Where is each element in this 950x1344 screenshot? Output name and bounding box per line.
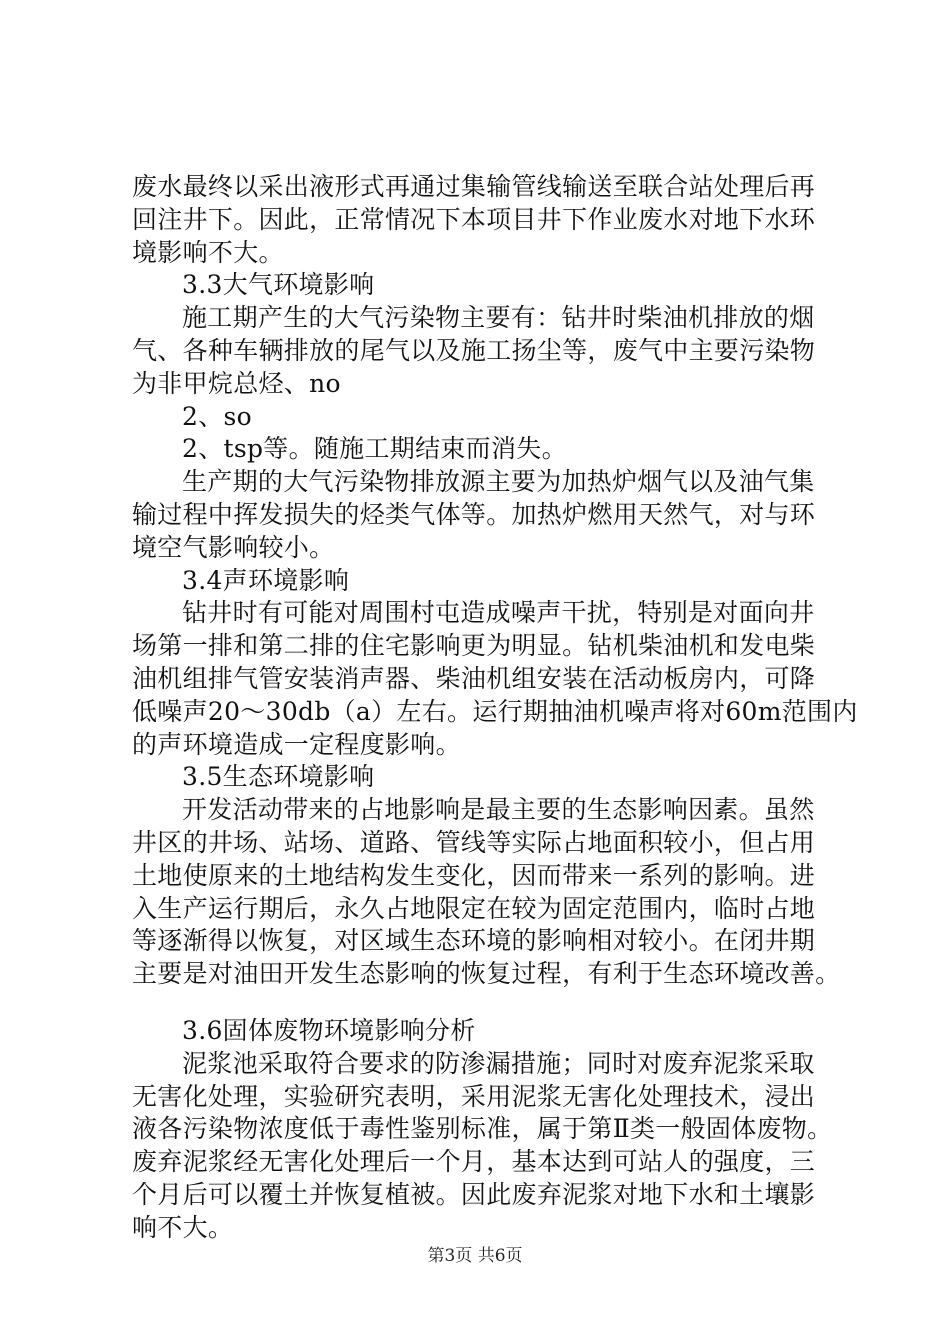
section-heading-3-4: 3.4声环境影响: [182, 565, 350, 595]
text-line: 低噪声20～30db（a）左右。运行期抽油机噪声将对60m范围内: [132, 696, 858, 726]
text-line: 主要是对油田开发生态影响的恢复过程，有利于生态环境改善。: [132, 959, 841, 989]
text-line: 井区的井场、站场、道路、管线等实际占地面积较小，但占用: [132, 827, 816, 857]
text-line: 入生产运行期后，永久占地限定在较为固定范围内，临时占地: [132, 893, 816, 923]
paragraph: [132, 794, 852, 991]
text-line: 为非甲烷总烃、no: [132, 368, 341, 398]
text-line: 回注井下。因此，正常情况下本项目井下作业废水对地下水环: [132, 204, 816, 234]
text-line: 废弃泥浆经无害化处理后一个月，基本达到可站人的强度，三: [132, 1147, 816, 1177]
paragraph: [132, 1048, 852, 1245]
text-line: 土地使原来的土地结构发生变化，因而带来一系列的影响。进: [132, 860, 816, 890]
section-heading-3-5: 3.5生态环境影响: [182, 762, 375, 792]
page-footer: 第3页 共6页: [427, 1246, 523, 1266]
text-line: 开发活动带来的占地影响是最主要的生态影响因素。虽然: [182, 795, 815, 825]
text-line: 境影响不大。: [132, 237, 284, 267]
text-line: 气、各种车辆排放的尾气以及施工扬尘等，废气中主要污染物: [132, 335, 816, 365]
text-line: 响不大。: [132, 1212, 234, 1242]
text-line: 生产期的大气污染物排放源主要为加热炉烟气以及油气集: [182, 467, 815, 497]
text-line: 输过程中挥发损失的烃类气体等。加热炉燃用天然气，对与环: [132, 499, 816, 529]
text-line: 等逐渐得以恢复，对区域生态环境的影响相对较小。在闭井期: [132, 926, 816, 956]
paragraph: [132, 466, 852, 564]
section-heading-3-3: 3.3大气环境影响: [182, 270, 375, 300]
text-line: 泥浆池采取符合要求的防渗漏措施；同时对废弃泥浆采取: [182, 1048, 815, 1078]
paragraph-gap: [132, 991, 852, 1015]
text-line: 2、so: [182, 401, 252, 431]
paragraph: [132, 171, 852, 269]
paragraph: [132, 302, 852, 400]
text-line: 2、tsp等。随施工期结束而消失。: [182, 434, 567, 464]
text-line: 个月后可以覆土并恢复植被。因此废弃泥浆对地下水和土壤影: [132, 1179, 816, 1209]
text-line: 的声环境造成一定程度影响。: [132, 729, 461, 759]
text-line: 场第一排和第二排的住宅影响更为明显。钻机柴油机和发电柴: [132, 631, 816, 661]
section-heading-3-6: 3.6固体废物环境影响分析: [182, 1015, 476, 1045]
text-line: 废水最终以采出液形式再通过集输管线输送至联合站处理后再: [132, 172, 816, 201]
text-line: 液各污染物浓度低于毒性鉴别标准，属于第Ⅱ类一般固体废物。: [132, 1114, 833, 1144]
text-line: 施工期产生的大气污染物主要有：钻井时柴油机排放的烟: [182, 303, 815, 333]
document-body: [132, 171, 858, 1245]
text-line: 油机组排气管安装消声器、柴油机组安装在活动板房内，可降: [132, 663, 816, 693]
text-line: 境空气影响较小。: [132, 532, 335, 562]
paragraph: [132, 597, 858, 761]
text-line: 无害化处理，实验研究表明，采用泥浆无害化处理技术，浸出: [132, 1081, 816, 1111]
text-line: 钻井时有可能对周围村屯造成噪声干扰，特别是对面向井: [182, 598, 815, 628]
